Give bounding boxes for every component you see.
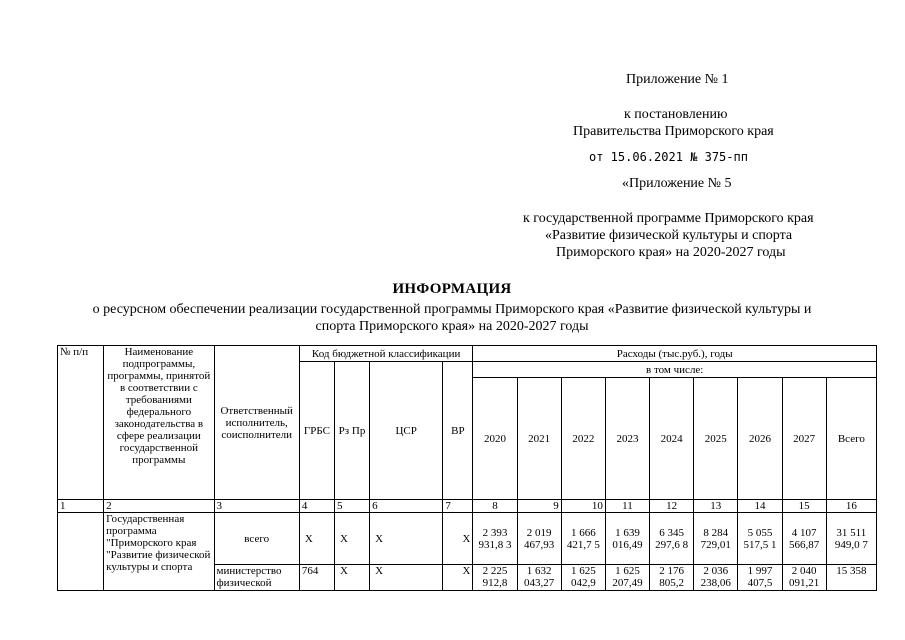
rzpr-cell: X [334, 565, 369, 591]
header-year-2020: 2020 [473, 378, 517, 500]
header-year-2027: 2027 [782, 378, 826, 500]
header-budget-code: Код бюджетной классификации [299, 346, 473, 362]
value-2026: 5 055 517,5 1 [738, 513, 782, 565]
vr-cell: X [443, 513, 473, 565]
col-number: 13 [694, 500, 738, 513]
col-number: 6 [370, 500, 443, 513]
header-expenses: Расходы (тыс.руб.), годы [473, 346, 877, 362]
header-rzpr: Рз Пр [334, 362, 369, 500]
header-year-2023: 2023 [605, 378, 649, 500]
vr-cell: X [443, 565, 473, 591]
value-total: 31 511 949,0 7 [826, 513, 876, 565]
grbs-cell: 764 [299, 565, 334, 591]
header-vr: ВР [443, 362, 473, 500]
col-number: 4 [299, 500, 334, 513]
header-name: Наименование подпрограммы, программы, принятой в соответствии с требованиями федерального законодательства в сфере реализации государственной программы [104, 346, 214, 500]
col-number: 8 [473, 500, 517, 513]
value-2021: 1 632 043,27 [517, 565, 561, 591]
col-number: 10 [561, 500, 605, 513]
value-2026: 1 997 407,5 [738, 565, 782, 591]
value-2023: 1 639 016,49 [605, 513, 649, 565]
appendix-5-label: «Приложение № 5 [622, 176, 732, 191]
col-number: 14 [738, 500, 782, 513]
csr-cell: X [370, 513, 443, 565]
col-number: 11 [605, 500, 649, 513]
value-2024: 6 345 297,6 8 [650, 513, 694, 565]
col-number: 1 [58, 500, 104, 513]
value-2021: 2 019 467,93 [517, 513, 561, 565]
header-year-2026: 2026 [738, 378, 782, 500]
document-subtitle-line-1: о ресурсном обеспечении реализации государственной программы Приморского края «Развитие физической культуры и [92, 302, 812, 317]
value-2020: 2 225 912,8 [473, 565, 517, 591]
header-csr: ЦСР [370, 362, 443, 500]
resource-table [57, 345, 877, 591]
header-year-2021: 2021 [517, 378, 561, 500]
table-row [58, 513, 877, 565]
value-2024: 2 176 805,2 [650, 565, 694, 591]
header-including: в том числе: [473, 362, 877, 378]
header-grbs: ГРБС [299, 362, 334, 500]
value-2027: 4 107 566,87 [782, 513, 826, 565]
value-2025: 8 284 729,01 [694, 513, 738, 565]
col-number: 7 [443, 500, 473, 513]
col-number: 9 [517, 500, 561, 513]
value-2022: 1 625 042,9 [561, 565, 605, 591]
value-total: 15 358 [826, 565, 876, 591]
to-resolution-label: к постановлению [624, 107, 728, 122]
header-year-2025: 2025 [694, 378, 738, 500]
header-responsible: Ответственный исполнитель, соисполнители [214, 346, 299, 500]
government-label: Правительства Приморского края [573, 124, 774, 139]
header-year-2022: 2022 [561, 378, 605, 500]
header-total: Всего [826, 378, 876, 500]
column-number-row [58, 500, 877, 513]
header-year-2024: 2024 [650, 378, 694, 500]
col-number: 5 [334, 500, 369, 513]
rzpr-cell: X [334, 513, 369, 565]
header-num: № п/п [58, 346, 104, 500]
program-name-line-1: «Развитие физической культуры и спорта [545, 228, 793, 243]
col-number: 15 [782, 500, 826, 513]
document-title: ИНФОРМАЦИЯ [392, 281, 512, 297]
value-2023: 1 625 207,49 [605, 565, 649, 591]
value-2020: 2 393 931,8 3 [473, 513, 517, 565]
col-number: 2 [104, 500, 214, 513]
document-subtitle-line-2: спорта Приморского края» на 2020-2027 годы [315, 319, 589, 334]
responsible-cell: министерство физической [214, 565, 299, 591]
appendix-1-label: Приложение № 1 [626, 72, 729, 87]
grbs-cell: X [299, 513, 334, 565]
program-name-line-2: Приморского края» на 2020-2027 годы [556, 245, 786, 260]
csr-cell: X [370, 565, 443, 591]
value-2022: 1 666 421,7 5 [561, 513, 605, 565]
program-name-cell: Государственная программа "Приморского края "Развитие физической культуры и спорта [104, 513, 214, 591]
responsible-cell: всего [214, 513, 299, 565]
value-2027: 2 040 091,21 [782, 565, 826, 591]
value-2025: 2 036 238,06 [694, 565, 738, 591]
row-num-cell [58, 513, 104, 591]
to-program-label: к государственной программе Приморского края [523, 211, 814, 226]
col-number: 3 [214, 500, 299, 513]
date-number-stamp: от 15.06.2021 № 375-пп [589, 150, 748, 164]
col-number: 16 [826, 500, 876, 513]
col-number: 12 [650, 500, 694, 513]
